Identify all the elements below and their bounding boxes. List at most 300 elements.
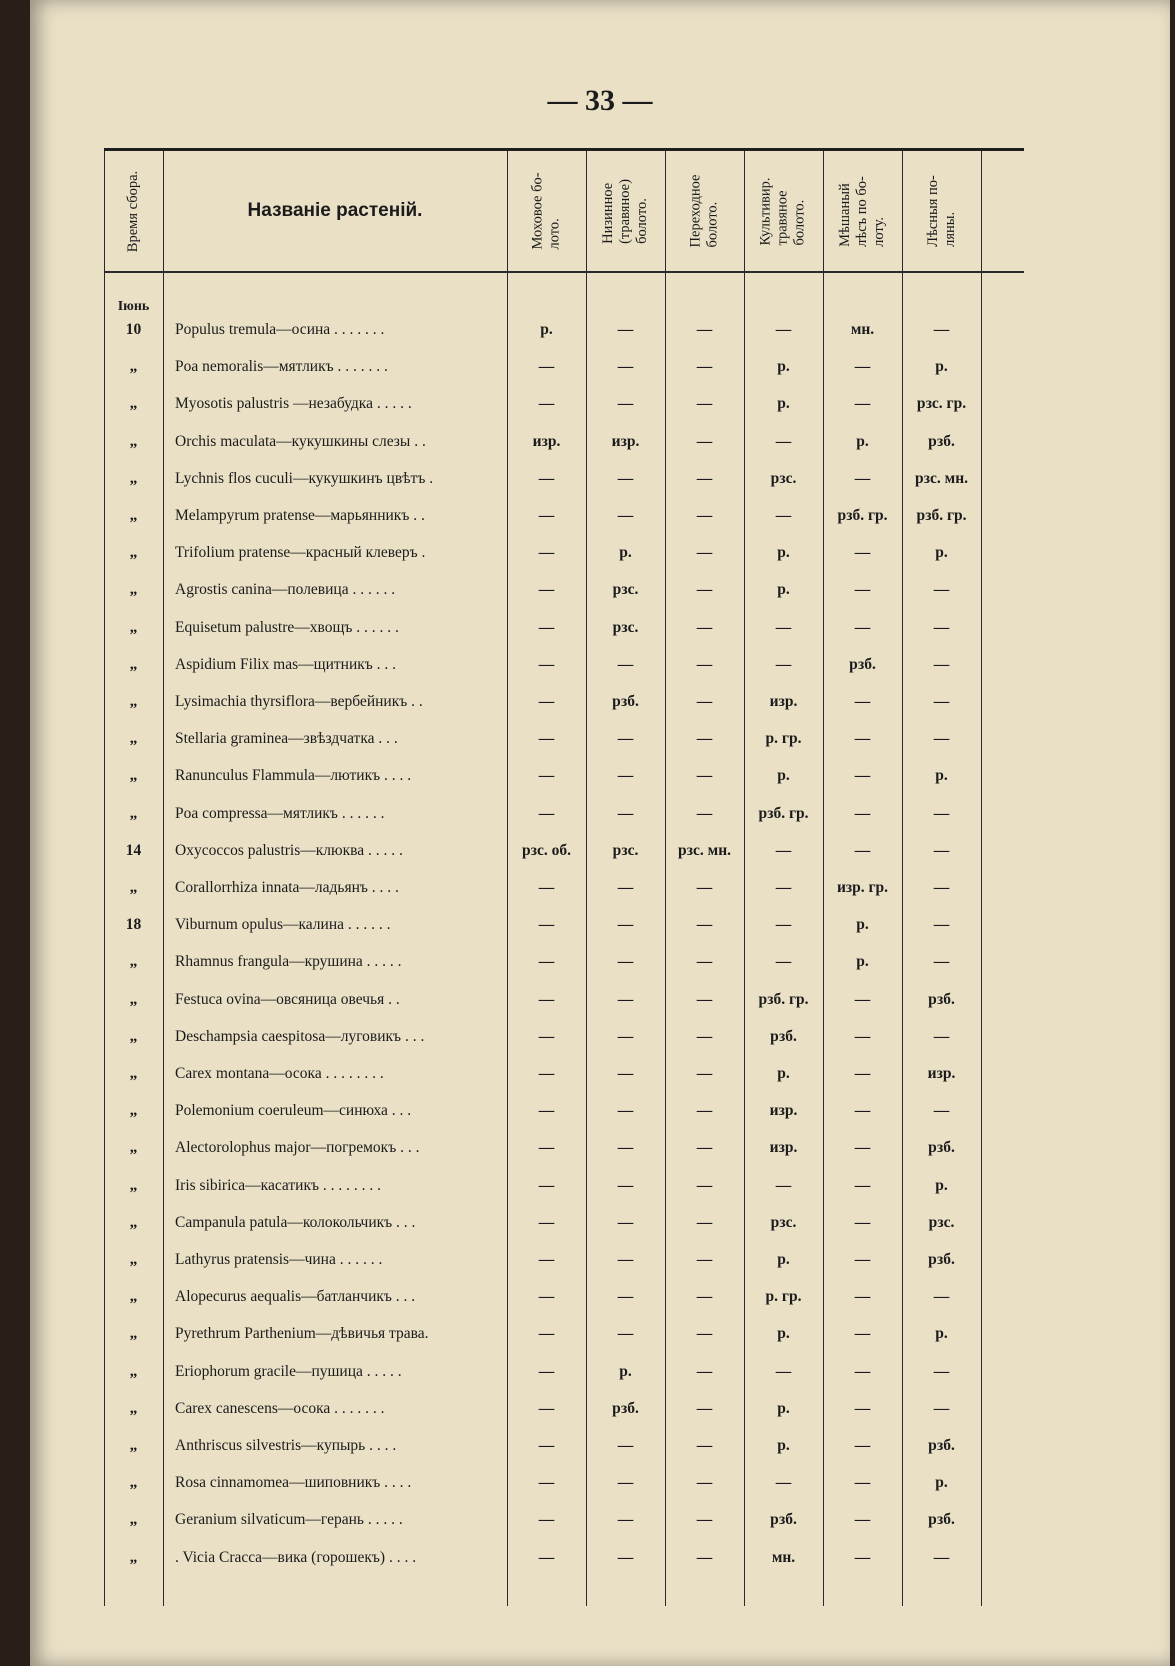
- habitat-cell: —: [617, 1065, 634, 1082]
- table-row: [104, 1204, 1024, 1241]
- habitat-cell: —: [854, 841, 871, 859]
- habitat-cell: р.: [540, 321, 553, 338]
- habitat-cell: —: [538, 1139, 555, 1157]
- plant-name: Ranunculus Flammula—лютикъ . . . .: [175, 767, 412, 785]
- habitat-cell: рзб.: [612, 693, 639, 710]
- habitat-cell: —: [696, 1325, 713, 1343]
- habitat-cell: —: [617, 1437, 634, 1454]
- habitat-cell: —: [538, 730, 555, 748]
- table-row: [104, 683, 1024, 720]
- habitat-cell: рзб.: [928, 990, 955, 1008]
- plant-name: Equisetum palustre—хвощъ . . . . . .: [175, 618, 399, 636]
- habitat-cell: —: [538, 879, 555, 896]
- collection-date: „: [129, 1176, 138, 1194]
- habitat-cell: рзб. гр.: [837, 507, 888, 524]
- habitat-cell: —: [617, 916, 634, 934]
- habitat-cell: —: [538, 1065, 555, 1082]
- habitat-cell: —: [696, 693, 713, 710]
- collection-date: „: [129, 1437, 138, 1454]
- table-row: [104, 943, 1024, 980]
- habitat-cell: —: [854, 618, 871, 636]
- habitat-cell: —: [617, 990, 634, 1008]
- habitat-cell: р.: [935, 358, 948, 376]
- habitat-cell: —: [538, 1548, 555, 1566]
- habitat-cell: —: [696, 321, 713, 338]
- habitat-cell: —: [854, 1251, 871, 1268]
- habitat-cell: —: [617, 1251, 634, 1268]
- habitat-cell: —: [696, 1288, 713, 1306]
- habitat-cell: —: [933, 841, 950, 859]
- habitat-cell: —: [854, 358, 871, 376]
- habitat-cell: р.: [935, 544, 948, 562]
- habitat-cell: —: [854, 1027, 871, 1045]
- habitat-cell: —: [696, 1251, 713, 1268]
- habitat-cell: —: [538, 1288, 555, 1306]
- table-row: [104, 348, 1024, 385]
- plant-name: Lathyrus pratensis—чина . . . . . .: [175, 1251, 383, 1268]
- habitat-cell: —: [854, 1399, 871, 1417]
- plant-name: Carex canescens—осока . . . . . . .: [175, 1399, 385, 1417]
- habitat-cell: —: [854, 1548, 871, 1566]
- habitat-cell: —: [538, 469, 555, 487]
- table-row: [104, 1315, 1024, 1352]
- habitat-cell: —: [775, 432, 792, 450]
- habitat-cell: —: [854, 1511, 871, 1529]
- header-lowland-bog: Низинное (травяное) болото.: [600, 178, 650, 244]
- habitat-cell: рзб. гр.: [916, 507, 967, 524]
- habitat-cell: —: [617, 1474, 634, 1492]
- habitat-cell: —: [696, 767, 713, 785]
- habitat-cell: мн.: [850, 321, 875, 338]
- plant-name: Festuca ovina—овсяница овечья . .: [175, 990, 400, 1008]
- habitat-cell: —: [617, 358, 634, 376]
- plant-name: Agrostis canina—полевица . . . . . .: [175, 581, 396, 599]
- table-row: [104, 460, 1024, 497]
- habitat-cell: —: [854, 1325, 871, 1343]
- collection-date: „: [129, 1548, 138, 1566]
- habitat-cell: р.: [777, 395, 790, 413]
- habitat-cell: —: [538, 1511, 555, 1529]
- habitat-cell: рзб.: [770, 1027, 797, 1045]
- plant-name: Populus tremula—осина . . . . . . .: [175, 321, 385, 338]
- habitat-cell: изр.: [927, 1065, 956, 1082]
- table-row: [104, 1167, 1024, 1204]
- habitat-cell: —: [538, 544, 555, 562]
- habitat-cell: изр. гр.: [836, 879, 889, 896]
- habitat-cell: —: [696, 1474, 713, 1492]
- habitat-cell: —: [696, 544, 713, 562]
- habitat-cell: —: [538, 1325, 555, 1343]
- habitat-cell: рзб.: [612, 1399, 639, 1417]
- habitat-cell: —: [775, 841, 792, 859]
- table-row: [104, 571, 1024, 608]
- habitat-cell: —: [775, 1176, 792, 1194]
- habitat-cell: р. гр.: [765, 730, 802, 748]
- collection-date: 18: [125, 916, 142, 934]
- plant-name: Oxycoccos palustris—клюква . . . . .: [175, 841, 403, 859]
- habitat-cell: рзб.: [928, 1511, 955, 1529]
- habitat-cell: р.: [777, 544, 790, 562]
- habitat-cell: —: [696, 1362, 713, 1380]
- table-row: [104, 311, 1024, 348]
- plant-name: Polemonium coeruleum—синюха . . .: [175, 1102, 412, 1120]
- table-row: [104, 1055, 1024, 1092]
- collection-date: „: [129, 655, 138, 673]
- habitat-cell: —: [696, 655, 713, 673]
- collection-date: „: [129, 767, 138, 785]
- habitat-cell: —: [854, 1437, 871, 1454]
- habitat-cell: —: [696, 358, 713, 376]
- habitat-cell: —: [696, 1548, 713, 1566]
- table-row: [104, 1241, 1024, 1278]
- habitat-cell: изр.: [611, 432, 640, 450]
- habitat-cell: —: [696, 618, 713, 636]
- habitat-cell: —: [933, 1288, 950, 1306]
- habitat-cell: —: [854, 1288, 871, 1306]
- habitat-cell: —: [617, 730, 634, 748]
- habitat-cell: рзс.: [770, 469, 797, 487]
- habitat-cell: —: [854, 693, 871, 710]
- table-row: [104, 1129, 1024, 1166]
- plant-name: Alopecurus aequalis—батланчикъ . . .: [175, 1288, 416, 1306]
- plant-name: Rosa cinnamomea—шиповникъ . . . .: [175, 1474, 412, 1492]
- plant-name: Anthriscus silvestris—купырь . . . .: [175, 1437, 397, 1454]
- habitat-cell: —: [696, 1176, 713, 1194]
- plant-name: Alectorolophus major—погремокъ . . .: [175, 1139, 420, 1157]
- habitat-cell: —: [617, 507, 634, 524]
- plant-name: Lysimachia thyrsiflora—вербейникъ . .: [175, 693, 423, 710]
- habitat-cell: —: [775, 879, 792, 896]
- plant-name: Orchis maculata—кукушкины слезы . .: [175, 432, 426, 450]
- habitat-cell: —: [696, 395, 713, 413]
- habitat-cell: —: [617, 321, 634, 338]
- habitat-cell: —: [775, 507, 792, 524]
- table-row: [104, 906, 1024, 943]
- plant-name: Viburnum opulus—калина . . . . . .: [175, 916, 391, 934]
- table-row: [104, 497, 1024, 534]
- habitat-cell: —: [696, 581, 713, 599]
- habitat-cell: р.: [777, 1399, 790, 1417]
- habitat-cell: —: [854, 1102, 871, 1120]
- habitat-cell: —: [775, 321, 792, 338]
- collection-date: „: [129, 990, 138, 1008]
- collection-date: „: [129, 804, 138, 822]
- habitat-cell: рзс.: [612, 841, 639, 859]
- habitat-cell: рзб. гр.: [758, 990, 809, 1008]
- plant-name: Geranium silvaticum—герань . . . . .: [175, 1511, 403, 1529]
- habitat-cell: р.: [777, 1251, 790, 1268]
- collection-date: „: [129, 395, 138, 413]
- collection-date: „: [129, 544, 138, 562]
- plant-name: Poa compressa—мятликъ . . . . . .: [175, 804, 385, 822]
- collection-date: „: [129, 879, 138, 896]
- habitat-cell: р. гр.: [765, 1288, 802, 1306]
- table-row: [104, 534, 1024, 571]
- habitat-cell: изр.: [532, 432, 561, 450]
- habitat-cell: рзб.: [928, 1251, 955, 1268]
- habitat-cell: —: [617, 953, 634, 971]
- habitat-cell: —: [538, 953, 555, 971]
- habitat-cell: рзс.: [770, 1213, 797, 1231]
- habitat-cell: изр.: [769, 1102, 798, 1120]
- habitat-cell: —: [696, 1213, 713, 1231]
- habitat-cell: —: [933, 879, 950, 896]
- habitat-cell: —: [617, 767, 634, 785]
- habitat-cell: —: [696, 1437, 713, 1454]
- habitat-cell: —: [617, 1213, 634, 1231]
- habitat-cell: —: [538, 916, 555, 934]
- habitat-cell: —: [775, 953, 792, 971]
- habitat-cell: р.: [935, 767, 948, 785]
- habitat-cell: —: [696, 432, 713, 450]
- habitat-cell: —: [933, 581, 950, 599]
- collection-date: 14: [125, 841, 142, 859]
- collection-date: „: [129, 1288, 138, 1306]
- habitat-cell: —: [538, 1399, 555, 1417]
- habitat-cell: —: [538, 693, 555, 710]
- plant-name: Corallorrhiza innata—ладьянъ . . . .: [175, 879, 399, 896]
- habitat-cell: рзс. мн.: [677, 841, 732, 859]
- habitat-cell: р.: [856, 953, 869, 971]
- habitat-cell: рзб.: [928, 432, 955, 450]
- habitat-cell: рзс.: [612, 581, 639, 599]
- table-row: [104, 1390, 1024, 1427]
- plant-name: Pyrethrum Parthenium—дѣвичья трава.: [175, 1325, 429, 1343]
- habitat-cell: —: [538, 1176, 555, 1194]
- habitat-cell: —: [538, 358, 555, 376]
- header-forest-glades: Лѣсныя по- ляны.: [924, 175, 958, 247]
- habitat-cell: —: [617, 1027, 634, 1045]
- habitat-cell: —: [538, 1027, 555, 1045]
- habitat-cell: —: [617, 1288, 634, 1306]
- habitat-cell: —: [854, 730, 871, 748]
- table-row: [104, 1539, 1024, 1576]
- habitat-cell: —: [854, 1065, 871, 1082]
- habitat-cell: —: [933, 804, 950, 822]
- collection-date: „: [129, 507, 138, 524]
- habitat-cell: мн.: [771, 1548, 796, 1566]
- header-transition-bog: Переходное болото.: [687, 174, 721, 248]
- header-cultivated-bog: Культивир. травяное болото.: [757, 176, 808, 246]
- table-row: [104, 609, 1024, 646]
- habitat-cell: —: [933, 655, 950, 673]
- habitat-cell: —: [933, 1362, 950, 1380]
- habitat-cell: —: [854, 544, 871, 562]
- plant-name: Eriophorum gracile—пушица . . . . .: [175, 1362, 402, 1380]
- habitat-cell: —: [854, 395, 871, 413]
- habitat-cell: —: [854, 1213, 871, 1231]
- habitat-cell: —: [696, 730, 713, 748]
- habitat-cell: —: [696, 953, 713, 971]
- collection-date: „: [129, 1511, 138, 1529]
- habitat-cell: —: [854, 1474, 871, 1492]
- collection-date: „: [129, 1139, 138, 1157]
- habitat-cell: —: [538, 1437, 555, 1454]
- habitat-cell: —: [538, 1362, 555, 1380]
- habitat-cell: р.: [777, 767, 790, 785]
- plant-name: Deschampsia caespitosa—луговикъ . . .: [175, 1027, 425, 1045]
- habitat-cell: р.: [935, 1474, 948, 1492]
- habitat-cell: —: [538, 1474, 555, 1492]
- collection-date: „: [129, 1213, 138, 1231]
- habitat-cell: —: [617, 1176, 634, 1194]
- habitat-cell: рзс.: [928, 1213, 955, 1231]
- collection-date: „: [129, 432, 138, 450]
- habitat-cell: —: [617, 804, 634, 822]
- collection-date: „: [129, 1027, 138, 1045]
- habitat-cell: —: [617, 469, 634, 487]
- habitat-cell: рзс. об.: [521, 841, 572, 859]
- habitat-cell: —: [538, 1213, 555, 1231]
- table-row: [104, 423, 1024, 460]
- habitat-cell: —: [617, 1325, 634, 1343]
- habitat-cell: —: [933, 953, 950, 971]
- collection-date: „: [129, 1251, 138, 1268]
- habitat-cell: р.: [935, 1325, 948, 1343]
- habitat-cell: —: [696, 1511, 713, 1529]
- month-label: Іюнь: [117, 299, 150, 314]
- habitat-cell: р.: [856, 916, 869, 934]
- habitat-cell: —: [775, 1474, 792, 1492]
- habitat-cell: —: [933, 618, 950, 636]
- habitat-cell: —: [538, 395, 555, 413]
- table-row: [104, 720, 1024, 757]
- habitat-cell: —: [538, 618, 555, 636]
- habitat-cell: —: [933, 693, 950, 710]
- table-row: [104, 1278, 1024, 1315]
- plant-name: Iris sibirica—касатикъ . . . . . . . .: [175, 1176, 381, 1194]
- habitat-cell: р.: [777, 1065, 790, 1082]
- collection-date: „: [129, 730, 138, 748]
- habitat-cell: —: [933, 730, 950, 748]
- table-row: [104, 981, 1024, 1018]
- habitat-cell: р.: [777, 1437, 790, 1454]
- table-row: [104, 1501, 1024, 1538]
- table-row: [104, 1092, 1024, 1129]
- table-row: [104, 1353, 1024, 1390]
- habitat-cell: —: [854, 804, 871, 822]
- plant-name: Poa nemoralis—мятликъ . . . . . . .: [175, 358, 388, 376]
- table-row: [104, 832, 1024, 869]
- habitat-cell: —: [617, 1102, 634, 1120]
- habitat-cell: —: [617, 655, 634, 673]
- habitat-cell: рзб.: [928, 1437, 955, 1454]
- habitat-cell: —: [696, 469, 713, 487]
- habitat-cell: —: [933, 1027, 950, 1045]
- habitat-cell: —: [617, 879, 634, 896]
- collection-date: „: [129, 358, 138, 376]
- collection-date: „: [129, 618, 138, 636]
- habitat-cell: —: [775, 1362, 792, 1380]
- collection-date: „: [129, 1474, 138, 1492]
- habitat-cell: —: [775, 655, 792, 673]
- habitat-cell: —: [933, 916, 950, 934]
- plant-name: Rhamnus frangula—крушина . . . . .: [175, 953, 402, 971]
- habitat-cell: р.: [619, 1362, 632, 1380]
- table-row: [104, 1427, 1024, 1464]
- habitat-cell: —: [775, 916, 792, 934]
- habitat-cell: —: [617, 1139, 634, 1157]
- table-row: [104, 795, 1024, 832]
- page-number: — 33 —: [547, 84, 653, 117]
- habitat-cell: —: [538, 581, 555, 599]
- header-divider: [104, 271, 1024, 273]
- habitat-cell: рзс. мн.: [914, 469, 969, 487]
- habitat-cell: —: [696, 990, 713, 1008]
- habitat-cell: —: [854, 581, 871, 599]
- collection-date: „: [129, 1102, 138, 1120]
- plant-name: . Vicia Cracca—вика (горошекъ) . . . .: [175, 1548, 417, 1566]
- habitat-cell: рзб. гр.: [758, 804, 809, 822]
- habitat-cell: —: [854, 767, 871, 785]
- header-moss-bog: Моховое бо- лото.: [529, 172, 563, 250]
- habitat-cell: —: [933, 1399, 950, 1417]
- plant-name: Aspidium Filix mas—щитникъ . . .: [175, 655, 397, 673]
- habitat-cell: —: [696, 1027, 713, 1045]
- habitat-cell: —: [854, 1176, 871, 1194]
- plant-name: Melampyrum pratense—марьянникъ . .: [175, 507, 425, 524]
- habitat-cell: —: [775, 618, 792, 636]
- habitat-cell: р.: [935, 1176, 948, 1194]
- habitat-cell: —: [696, 916, 713, 934]
- document-page: [30, 0, 1170, 1666]
- collection-date: „: [129, 693, 138, 710]
- habitat-cell: —: [617, 1511, 634, 1529]
- table-row: [104, 869, 1024, 906]
- habitat-cell: —: [696, 804, 713, 822]
- header-plant-name: Названіе растеній.: [247, 200, 423, 221]
- collection-date: 10: [125, 321, 142, 338]
- table-row: [104, 1464, 1024, 1501]
- collection-date: „: [129, 1362, 138, 1380]
- habitat-cell: рзб.: [928, 1139, 955, 1157]
- habitat-cell: —: [538, 1102, 555, 1120]
- habitat-cell: изр.: [769, 693, 798, 710]
- table-row: [104, 646, 1024, 683]
- habitat-cell: р.: [777, 581, 790, 599]
- habitat-cell: —: [933, 321, 950, 338]
- plant-name: Campanula patula—колокольчикъ . . .: [175, 1213, 416, 1231]
- habitat-cell: —: [696, 1102, 713, 1120]
- habitat-cell: рзб.: [770, 1511, 797, 1529]
- header-mixed-forest: Мѣшаный лѣсъ по бо- лоту.: [836, 175, 887, 247]
- habitat-cell: —: [538, 1251, 555, 1268]
- habitat-cell: р.: [777, 1325, 790, 1343]
- collection-date: „: [129, 1065, 138, 1082]
- habitat-cell: —: [696, 879, 713, 896]
- table-row: [104, 757, 1024, 794]
- habitat-cell: —: [854, 1139, 871, 1157]
- habitat-cell: —: [538, 767, 555, 785]
- habitat-cell: —: [854, 469, 871, 487]
- habitat-cell: —: [696, 1399, 713, 1417]
- plant-table: [104, 148, 1024, 1606]
- header-date: Время сбора.: [125, 170, 142, 252]
- habitat-cell: —: [538, 507, 555, 524]
- habitat-cell: р.: [619, 544, 632, 562]
- habitat-cell: рзс. гр.: [916, 395, 967, 413]
- collection-date: „: [129, 953, 138, 971]
- collection-date: „: [129, 1399, 138, 1417]
- habitat-cell: —: [696, 1139, 713, 1157]
- habitat-cell: —: [933, 1102, 950, 1120]
- habitat-cell: —: [854, 990, 871, 1008]
- habitat-cell: —: [617, 395, 634, 413]
- habitat-cell: —: [933, 1548, 950, 1566]
- habitat-cell: —: [696, 507, 713, 524]
- habitat-cell: рзб.: [849, 655, 876, 673]
- plant-name: Lychnis flos cuculi—кукушкинъ цвѣтъ .: [175, 469, 434, 487]
